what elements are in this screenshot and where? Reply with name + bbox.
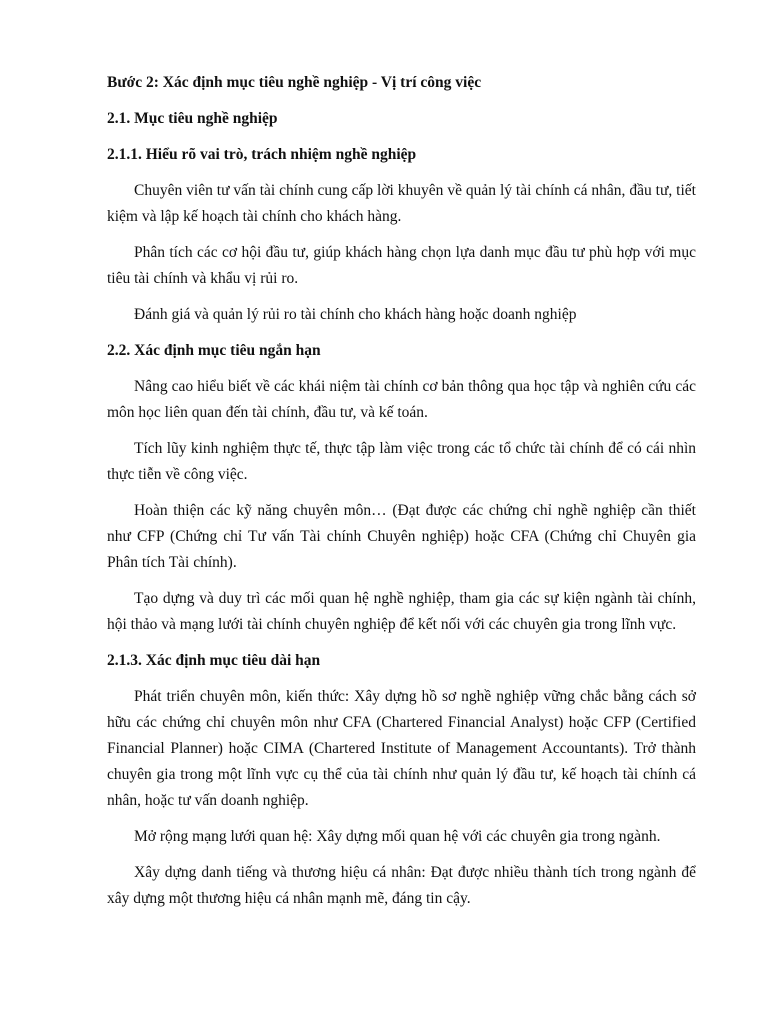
section-heading-2-1: 2.1. Mục tiêu nghề nghiệp: [107, 110, 278, 127]
paragraph-short-term-3: Hoàn thiện các kỹ năng chuyên môn… (Đạt được các chứng chỉ nghề nghiệp cần thiết như CFP (Chứng chỉ Tư vấn Tài chính Chuyên nghiệp) hoặc CFA (Chứng chỉ Chuyên gia Phân tích Tài chính).: [107, 502, 696, 571]
paragraph-short-term-1: Nâng cao hiểu biết về các khái niệm tài chính cơ bản thông qua học tập và nghiên cứu các môn học liên quan đến tài chính, đầu tư, và kế toán.: [107, 378, 696, 421]
paragraph-role-2: Phân tích các cơ hội đầu tư, giúp khách hàng chọn lựa danh mục đầu tư phù hợp với mục tiêu tài chính và khẩu vị rủi ro.: [107, 244, 696, 287]
paragraph-short-term-2: Tích lũy kinh nghiệm thực tế, thực tập làm việc trong các tổ chức tài chính để có cái nhìn thực tiễn về công việc.: [107, 440, 696, 483]
section-heading-2-1-3: 2.1.3. Xác định mục tiêu dài hạn: [107, 652, 321, 669]
paragraph-long-term-3: Xây dựng danh tiếng và thương hiệu cá nhân: Đạt được nhiều thành tích trong ngành để xây dựng một thương hiệu cá nhân mạnh mẽ, đáng tin cậy.: [107, 864, 696, 907]
paragraph-short-term-4: Tạo dựng và duy trì các mối quan hệ nghề nghiệp, tham gia các sự kiện ngành tài chính, hội thảo và mạng lưới tài chính chuyên nghiệp để kết nối với các chuyên gia trong lĩnh vực.: [107, 590, 696, 633]
section-heading-2-1-1: 2.1.1. Hiểu rõ vai trò, trách nhiệm nghề nghiệp: [107, 146, 417, 163]
paragraph-role-3: Đánh giá và quản lý rủi ro tài chính cho khách hàng hoặc doanh nghiệp: [134, 306, 577, 323]
paragraph-long-term-1: Phát triển chuyên môn, kiến thức: Xây dựng hồ sơ nghề nghiệp vững chắc bằng cách sở hữu các chứng chỉ chuyên môn như CFA (Chartered Financial Analyst) hoặc CFP (Certified Financial Planner) hoặc CIMA (Chartered Institute of Management Accountants). Trở thành chuyên gia trong một lĩnh vực cụ thể của tài chính như quản lý đầu tư, kế hoạch tài chính cá nhân, hoặc tư vấn doanh nghiệp.: [107, 688, 696, 809]
paragraph-long-term-2: Mở rộng mạng lưới quan hệ: Xây dựng mối quan hệ với các chuyên gia trong ngành.: [134, 828, 661, 845]
paragraph-role-1: Chuyên viên tư vấn tài chính cung cấp lời khuyên về quản lý tài chính cá nhân, đầu tư, tiết kiệm và lập kế hoạch tài chính cho khách hàng.: [107, 182, 696, 225]
document-page: [107, 70, 696, 922]
section-heading-2-2: 2.2. Xác định mục tiêu ngắn hạn: [107, 342, 321, 359]
step-heading: Bước 2: Xác định mục tiêu nghề nghiệp - Vị trí công việc: [107, 74, 482, 91]
